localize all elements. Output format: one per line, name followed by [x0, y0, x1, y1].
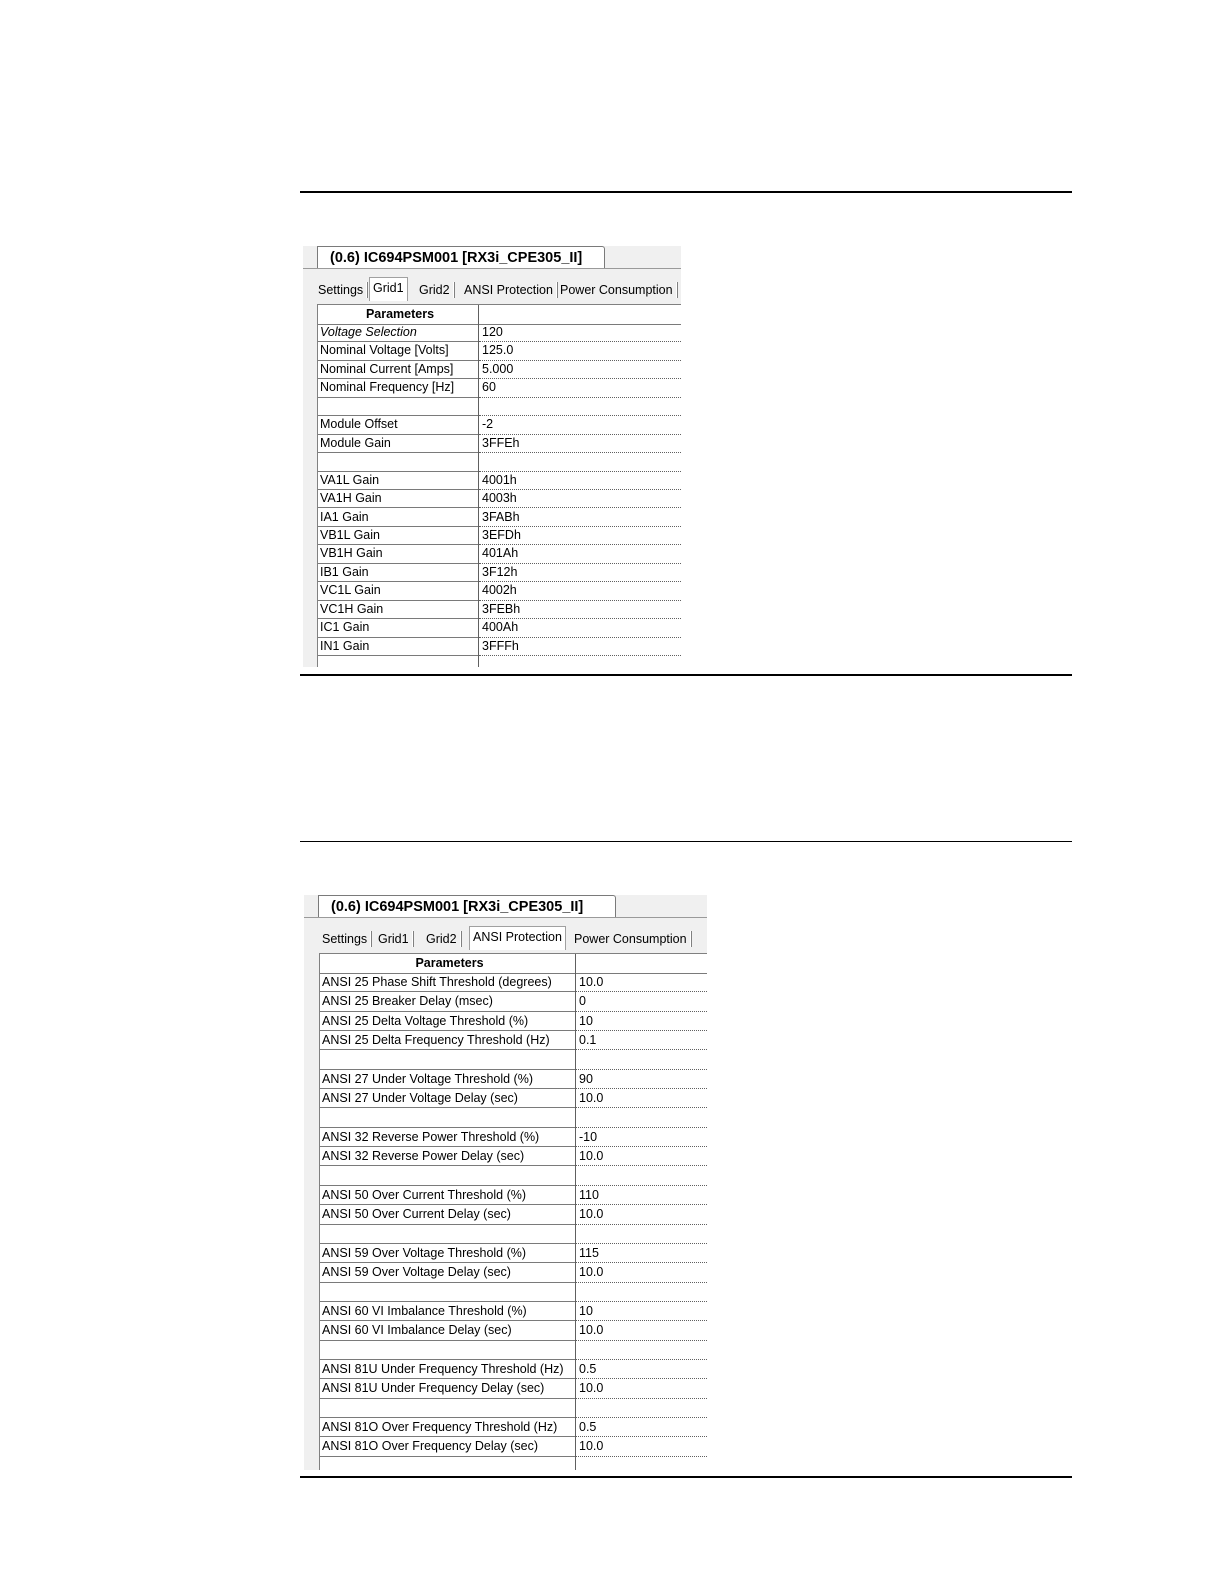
parameter-name: ANSI 60 VI Imbalance Threshold (%) [322, 1303, 527, 1318]
column-divider[interactable] [478, 305, 479, 667]
table-row[interactable] [320, 1418, 707, 1436]
parameter-value[interactable]: 0.1 [579, 1033, 597, 1048]
parameter-name: VC1H Gain [320, 601, 384, 616]
parameter-value[interactable]: 60 [482, 380, 496, 395]
tab-strip [315, 280, 681, 302]
table-row[interactable] [320, 1070, 707, 1088]
parameter-value[interactable]: 10 [579, 1303, 593, 1318]
parameter-name: ANSI 81U Under Frequency Delay (sec) [322, 1381, 545, 1396]
tab-grid2[interactable]: Grid2 [423, 929, 460, 949]
table-row[interactable] [318, 472, 681, 489]
parameter-name: Module Offset [320, 417, 398, 432]
table-row-blank[interactable] [320, 1167, 707, 1185]
parameter-name: IA1 Gain [320, 509, 369, 524]
parameter-name: VB1H Gain [320, 546, 383, 561]
parameter-name: ANSI 32 Reverse Power Threshold (%) [322, 1129, 540, 1144]
parameter-value[interactable]: 10 [579, 1013, 593, 1028]
table-row-blank[interactable] [320, 1341, 707, 1359]
parameter-name: ANSI 25 Delta Frequency Threshold (Hz) [322, 1033, 550, 1048]
parameter-name: Module Gain [320, 435, 391, 450]
parameter-name: VA1L Gain [320, 472, 380, 487]
parameter-name: ANSI 81O Over Frequency Threshold (Hz) [322, 1420, 558, 1435]
table-row[interactable] [318, 582, 681, 599]
parameter-value[interactable]: 0.5 [579, 1362, 597, 1376]
table-row-blank[interactable] [320, 1050, 707, 1068]
parameter-value[interactable]: 3EFDh [482, 527, 521, 542]
rule-top-2 [300, 841, 1072, 842]
parameter-value[interactable]: 10.0 [579, 975, 604, 989]
table-row[interactable] [318, 379, 681, 396]
table-row[interactable] [318, 545, 681, 562]
parameter-value[interactable]: 10.0 [579, 1149, 604, 1164]
parameter-value[interactable]: 3FABh [482, 509, 520, 524]
parameter-value[interactable]: -10 [579, 1129, 598, 1144]
parameter-value[interactable]: 4003h [482, 491, 517, 506]
table-row[interactable] [318, 416, 681, 433]
parameter-name: ANSI 81O Over Frequency Delay (sec) [322, 1439, 539, 1454]
parameter-value[interactable]: -2 [482, 417, 494, 432]
table-row-blank[interactable] [320, 1399, 707, 1417]
parameter-name: ANSI 59 Over Voltage Delay (sec) [322, 1265, 511, 1280]
parameter-name: ANSI 25 Breaker Delay (msec) [322, 994, 493, 1009]
tab-power-consumption[interactable]: Power Consumption [557, 280, 676, 300]
tab-grid1[interactable]: Grid1 [375, 929, 412, 949]
table-row[interactable] [320, 1321, 707, 1339]
table-row[interactable] [320, 1186, 707, 1204]
tab-grid2[interactable]: Grid2 [416, 280, 453, 300]
rule-bottom-1 [300, 674, 1072, 676]
parameter-name: Nominal Frequency [Hz] [320, 380, 455, 395]
table-row[interactable] [320, 1147, 707, 1165]
parameter-value[interactable]: 3FFEh [482, 435, 520, 450]
parameter-name: ANSI 27 Under Voltage Threshold (%) [322, 1071, 533, 1086]
parameter-name: Voltage Selection [320, 325, 417, 339]
parameter-name: ANSI 60 VI Imbalance Delay (sec) [322, 1323, 512, 1338]
table-row[interactable] [320, 1263, 707, 1281]
parameter-name: Nominal Voltage [Volts] [320, 343, 449, 358]
panel-title-tab[interactable] [317, 246, 605, 269]
table-row[interactable] [320, 1302, 707, 1320]
parameter-name: ANSI 27 Under Voltage Delay (sec) [322, 1091, 518, 1106]
tab-strip [316, 929, 707, 951]
parameter-value[interactable]: 4002h [482, 583, 517, 598]
parameter-name: IC1 Gain [320, 620, 370, 635]
table-row-blank[interactable] [320, 1225, 707, 1243]
parameter-name: ANSI 32 Reverse Power Delay (sec) [322, 1149, 525, 1164]
table-row-blank[interactable] [320, 1457, 707, 1470]
parameter-value[interactable]: 120 [482, 325, 503, 339]
table-row[interactable] [318, 564, 681, 581]
table-row[interactable] [320, 1089, 707, 1107]
parameter-value[interactable]: 3FEBh [482, 601, 521, 616]
table-row[interactable] [320, 1031, 707, 1049]
parameter-value[interactable]: 10.0 [579, 1207, 604, 1222]
parameter-value[interactable]: 4001h [482, 472, 517, 487]
parameter-name: ANSI 59 Over Voltage Threshold (%) [322, 1245, 527, 1260]
parameter-value[interactable]: 110 [579, 1187, 599, 1202]
parameter-value[interactable]: 10.0 [579, 1323, 604, 1338]
tab-settings[interactable]: Settings [319, 929, 370, 949]
tab-ansi-protection[interactable]: ANSI Protection [461, 280, 556, 300]
table-row[interactable] [320, 1244, 707, 1262]
table-row[interactable] [320, 1205, 707, 1223]
parameter-grid [317, 304, 681, 667]
parameter-name: ANSI 25 Phase Shift Threshold (degrees) [322, 975, 552, 989]
table-row[interactable] [320, 1379, 707, 1397]
grid-header-row [318, 305, 681, 325]
table-row-blank[interactable] [318, 398, 681, 415]
tab-ansi-protection[interactable]: ANSI Protection [469, 926, 566, 950]
parameter-value[interactable]: 10.0 [579, 1265, 604, 1280]
panel-title: (0.6) IC694PSM001 [RX3i_CPE305_II] [330, 250, 583, 266]
parameter-value[interactable]: 10.0 [579, 1381, 604, 1396]
table-row[interactable] [320, 992, 707, 1010]
parameters-column-header: Parameters [415, 956, 484, 970]
panel-title-tab[interactable] [318, 895, 616, 918]
grid1-config-panel [303, 246, 681, 667]
table-row[interactable] [318, 324, 681, 341]
tab-grid1[interactable]: Grid1 [369, 277, 408, 301]
parameter-value[interactable]: 3FFFh [482, 638, 519, 653]
parameter-value[interactable]: 125.0 [482, 343, 514, 358]
parameter-grid [319, 953, 707, 1470]
parameter-name: Nominal Current [Amps] [320, 361, 454, 376]
table-row-blank[interactable] [320, 1108, 707, 1126]
tab-power-consumption[interactable]: Power Consumption [571, 929, 690, 949]
panel-title: (0.6) IC694PSM001 [RX3i_CPE305_II] [331, 899, 584, 915]
parameter-name: VC1L Gain [320, 583, 381, 598]
parameter-name: ANSI 81U Under Frequency Threshold (Hz) [322, 1362, 564, 1376]
column-divider[interactable] [575, 954, 576, 1470]
table-row[interactable] [320, 973, 707, 991]
parameter-value[interactable]: 401Ah [482, 546, 519, 561]
table-row-blank[interactable] [318, 453, 681, 470]
tab-settings[interactable]: Settings [315, 280, 366, 300]
parameter-name: IB1 Gain [320, 564, 369, 579]
parameter-value[interactable]: 10.0 [579, 1439, 604, 1454]
table-row[interactable] [320, 1128, 707, 1146]
table-row[interactable] [318, 435, 681, 452]
grid-header-row [320, 954, 707, 974]
parameter-value[interactable]: 90 [579, 1071, 593, 1086]
parameter-name: VB1L Gain [320, 527, 380, 542]
parameter-value[interactable]: 3F12h [482, 564, 518, 579]
table-row-blank[interactable] [320, 1283, 707, 1301]
table-row[interactable] [320, 1012, 707, 1030]
table-row-blank[interactable] [318, 656, 681, 667]
parameter-name: VA1H Gain [320, 491, 382, 506]
table-row[interactable] [320, 1437, 707, 1455]
parameter-name: ANSI 50 Over Current Threshold (%) [322, 1187, 527, 1202]
rule-bottom-2 [300, 1476, 1072, 1478]
table-row[interactable] [318, 490, 681, 507]
rule-top-1 [300, 191, 1072, 193]
parameter-value[interactable]: 115 [579, 1245, 599, 1260]
parameter-value[interactable]: 0.5 [579, 1420, 597, 1435]
table-row[interactable] [318, 601, 681, 618]
ansi-protection-config-panel [304, 895, 707, 1470]
table-row[interactable] [318, 638, 681, 655]
parameter-name: ANSI 50 Over Current Delay (sec) [322, 1207, 511, 1222]
table-row[interactable] [320, 1360, 707, 1378]
parameters-column-header: Parameters [365, 307, 435, 321]
table-row[interactable] [318, 619, 681, 636]
parameter-name: IN1 Gain [320, 638, 370, 653]
parameter-value[interactable]: 400Ah [482, 620, 519, 635]
parameter-value[interactable]: 0 [579, 994, 586, 1009]
table-row[interactable] [318, 342, 681, 359]
parameter-name: ANSI 25 Delta Voltage Threshold (%) [322, 1013, 529, 1028]
table-row[interactable] [318, 361, 681, 378]
table-row[interactable] [318, 509, 681, 526]
table-row[interactable] [318, 527, 681, 544]
parameter-value[interactable]: 5.000 [482, 361, 514, 376]
parameter-value[interactable]: 10.0 [579, 1091, 604, 1106]
